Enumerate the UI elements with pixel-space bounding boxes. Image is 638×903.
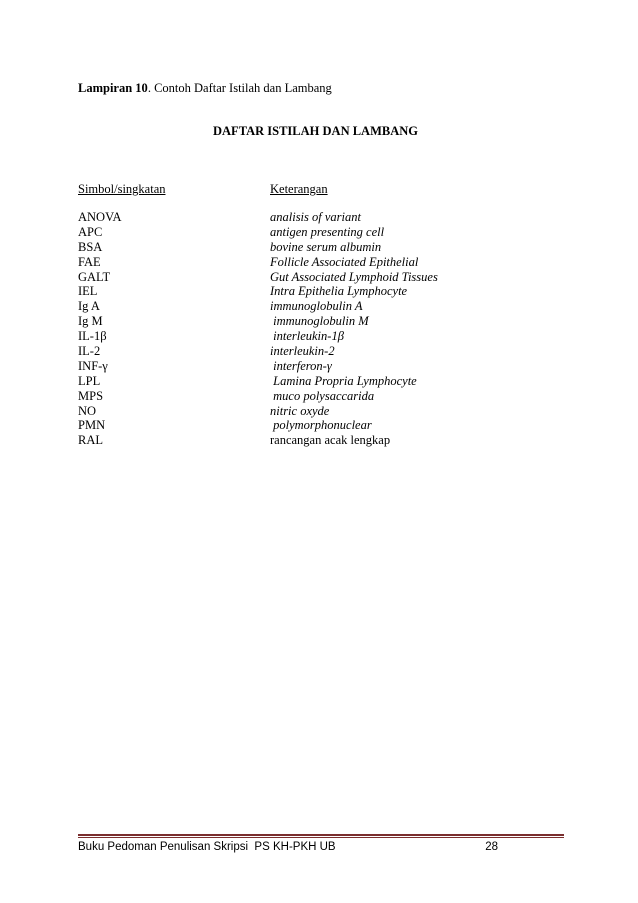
- glossary-meaning: Follicle Associated Epithelial: [270, 254, 419, 269]
- appendix-caption: Contoh Daftar Istilah dan Lambang: [150, 81, 332, 95]
- glossary-row: [78, 374, 518, 389]
- glossary-row: [78, 418, 518, 433]
- appendix-label: Lampiran 10: [78, 81, 148, 95]
- glossary-meaning: nitric oxyde: [270, 403, 330, 418]
- glossary-symbol: Ig M: [78, 314, 103, 329]
- glossary-meaning: immunoglobulin A: [270, 299, 363, 314]
- glossary-symbol: FAE: [78, 254, 101, 269]
- glossary-symbol: IEL: [78, 284, 98, 299]
- glossary-row: [78, 240, 518, 255]
- page-title: DAFTAR ISTILAH DAN LAMBANG: [213, 124, 418, 138]
- glossary-row: [78, 329, 518, 344]
- glossary-symbol: LPL: [78, 373, 101, 388]
- glossary-symbol: NO: [78, 403, 97, 418]
- glossary-list: [78, 210, 518, 448]
- glossary-meaning: interleukin-1β: [270, 329, 344, 344]
- glossary-row: [78, 433, 518, 448]
- glossary-meaning: Lamina Propria Lymphocyte: [270, 373, 417, 388]
- glossary-meaning: rancangan acak lengkap: [270, 433, 391, 448]
- glossary-meaning: Gut Associated Lymphoid Tissues: [270, 269, 438, 284]
- glossary-symbol: IL-2: [78, 344, 101, 359]
- glossary-meaning: muco polysaccarida: [270, 388, 375, 403]
- glossary-symbol: INF-γ: [78, 358, 108, 373]
- glossary-meaning: interleukin-2: [270, 344, 335, 359]
- glossary-symbol: GALT: [78, 269, 111, 284]
- glossary-meaning: bovine serum albumin: [270, 239, 382, 254]
- glossary-row: [78, 225, 518, 240]
- glossary-symbol: BSA: [78, 239, 103, 254]
- glossary-row: [78, 344, 518, 359]
- glossary-symbol: RAL: [78, 433, 103, 448]
- glossary-meaning: Intra Epithelia Lymphocyte: [270, 284, 408, 299]
- glossary-meaning: immunoglobulin M: [270, 314, 369, 329]
- glossary-symbol: IL-1β: [78, 329, 107, 344]
- glossary-row: [78, 314, 518, 329]
- footer-text: Buku Pedoman Penulisan Skripsi PS KH-PKH UB: [78, 841, 336, 853]
- glossary-meaning: antigen presenting cell: [270, 224, 385, 239]
- page-number: 28: [485, 841, 498, 853]
- glossary-row: [78, 299, 518, 314]
- glossary-meaning: analisis of variant: [270, 210, 361, 224]
- glossary-meaning: polymorphonuclear: [270, 418, 372, 433]
- appendix-separator: .: [147, 81, 151, 95]
- column-header-symbol: Simbol/singkatan: [78, 182, 166, 196]
- glossary-row: [78, 404, 518, 419]
- glossary-symbol: ANOVA: [78, 210, 122, 224]
- glossary-symbol: Ig A: [78, 299, 100, 314]
- glossary-row: [78, 210, 518, 225]
- glossary-meaning: interferon-γ: [270, 358, 332, 373]
- glossary-symbol: PMN: [78, 418, 106, 433]
- glossary-row: [78, 389, 518, 404]
- glossary-row: [78, 255, 518, 270]
- glossary-row: [78, 359, 518, 374]
- footer-rule: [78, 834, 564, 838]
- glossary-symbol: APC: [78, 224, 103, 239]
- glossary-row: [78, 284, 518, 299]
- column-header-description: Keterangan: [270, 182, 328, 196]
- glossary-row: [78, 270, 518, 285]
- glossary-symbol: MPS: [78, 388, 104, 403]
- appendix-heading: [78, 80, 332, 96]
